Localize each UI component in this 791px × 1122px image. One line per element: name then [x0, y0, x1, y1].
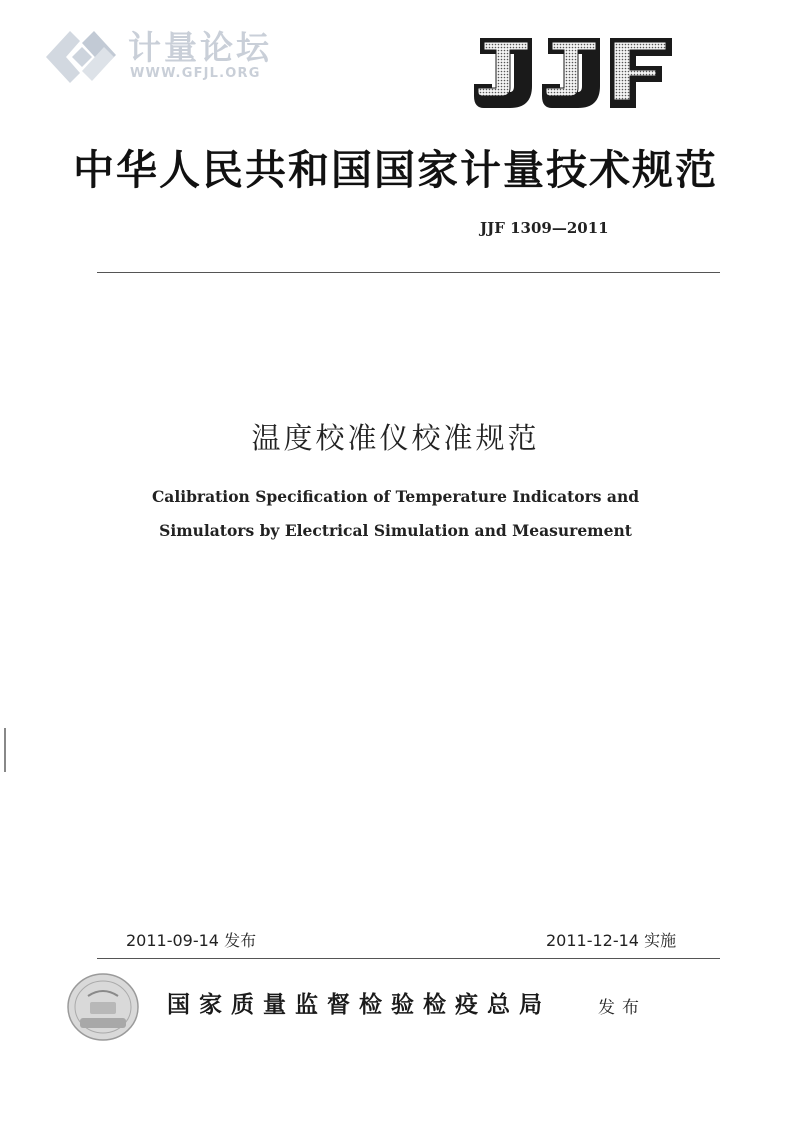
- watermark-url: WWW.GFJL.ORG: [130, 66, 261, 81]
- document-title-english-line1: Calibration Specification of Temperature Indicators and: [151, 487, 640, 506]
- standard-body-heading: 中华人民共和国国家计量技术规范: [73, 146, 718, 194]
- issue-date: 2011-09-14 发布: [126, 931, 257, 950]
- publish-label: 发布: [598, 998, 646, 1018]
- anti-counterfeit-seal-icon: [66, 972, 140, 1042]
- top-divider: [97, 272, 720, 273]
- forum-watermark: [0, 0, 300, 100]
- forum-logo-icon: [44, 27, 118, 87]
- logo-letter-j1: [474, 38, 532, 108]
- publisher-name: 国家质量监督检验检疫总局: [167, 992, 551, 1018]
- document-title-english-line2: Simulators by Electrical Simulation and Measurement: [159, 521, 632, 540]
- logo-letter-f: [610, 38, 672, 108]
- bottom-divider: [97, 958, 720, 959]
- implementation-date: 2011-12-14 实施: [546, 931, 677, 950]
- logo-letter-j2: [542, 38, 600, 108]
- standard-code: JJF 1309—2011: [480, 219, 609, 237]
- document-title-chinese: 温度校准仪校准规范: [251, 421, 540, 455]
- scan-edge-mark: [4, 728, 6, 772]
- jjf-logo: [470, 34, 675, 112]
- watermark-title: 计量论坛: [128, 28, 272, 67]
